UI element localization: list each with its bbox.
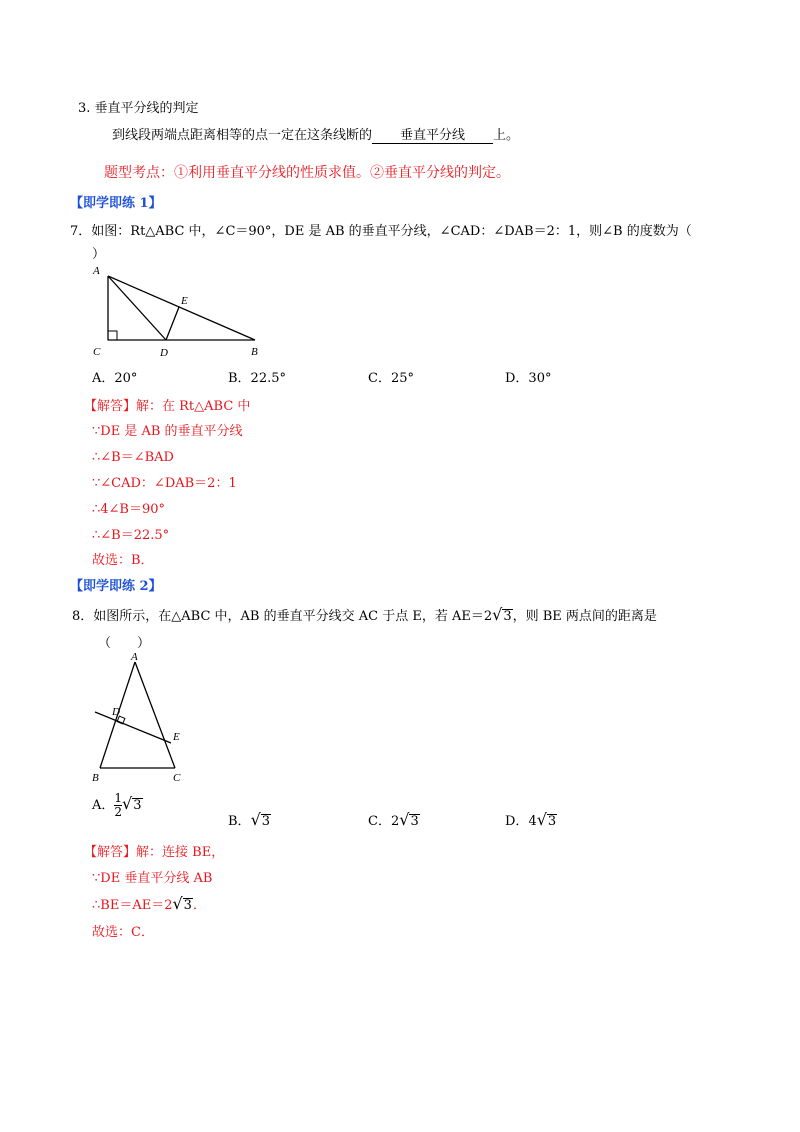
option-c-2: C．2√3 — [368, 810, 419, 829]
topic-note: 题型考点：①利用垂直平分线的性质求值。②垂直平分线的判定。 — [104, 165, 510, 181]
label-a: A — [131, 651, 138, 663]
option-label: C． — [368, 814, 391, 829]
denominator: 2 — [114, 805, 123, 819]
answer-text: 解：在 Rt△ABC 中 — [136, 399, 251, 414]
option-label: D． — [505, 814, 529, 829]
option-b-2: B．√3 — [228, 810, 271, 829]
practice-tag-1: 【即学即练 1】 — [70, 196, 162, 211]
answer2-line-1 — [84, 841, 224, 860]
answer-line-6: ∴∠B＝22.5° — [92, 528, 170, 543]
label-d: D — [160, 347, 168, 359]
triangle-figure-2 — [85, 650, 195, 785]
answer2-line-4: 故选：C． — [92, 925, 154, 940]
question-text: 如图所示，在△ABC 中，AB 的垂直平分线交 AC 于点 E，若 AE＝2 — [93, 609, 493, 624]
root: 3 — [547, 814, 557, 829]
root: 3 — [410, 814, 419, 829]
question-root: 3 — [503, 609, 512, 624]
statement-end: 上。 — [493, 128, 520, 143]
label-e: E — [173, 731, 180, 743]
answer2-line-2: ∵DE 垂直平分线 AB — [92, 871, 213, 886]
section-statement — [112, 124, 519, 144]
option-a: A．20° — [92, 371, 138, 386]
answer-line-5: ∴4∠B＝90° — [92, 502, 166, 517]
root: 3 — [261, 814, 271, 829]
option-label: B． — [228, 814, 251, 829]
answer2-line-3: ∴BE＝AE＝2√3． — [92, 894, 206, 913]
answer-line-1 — [84, 395, 250, 414]
answer-end: ． — [192, 898, 206, 913]
statement-text: 到线段两端点距离相等的点一定在这条线断的 — [112, 128, 373, 143]
answer-line-2: ∵DE 是 AB 的垂直平分线 — [92, 424, 243, 439]
option-d-2: D．4√3 — [505, 810, 557, 829]
practice-tag-2: 【即学即练 2】 — [70, 579, 162, 594]
answer-line-4: ∵∠CAD：∠DAB＝2：1 — [92, 476, 237, 491]
answer-tag: 【解答】 — [84, 845, 137, 860]
option-label: A． — [92, 798, 115, 813]
question-7-cont: ） — [92, 247, 106, 262]
answer-line-3: ∴∠B＝∠BAD — [92, 450, 174, 465]
label-c: C — [93, 346, 101, 358]
answer-line-7: 故选：B． — [92, 553, 154, 568]
label-b: B — [92, 772, 99, 784]
option-d: D．30° — [505, 371, 552, 386]
question-number: 8． — [72, 609, 94, 624]
label-a: A — [93, 265, 100, 277]
label-d: D — [112, 706, 120, 718]
option-b: B．22.5° — [228, 371, 286, 386]
label-b: B — [251, 346, 258, 358]
question-number: 7． — [70, 224, 92, 239]
answer-blank: 垂直平分线 — [372, 124, 493, 144]
answer-root: 3 — [183, 898, 192, 913]
option-a-2: A． $\frac{1}{2}$ √3 — [92, 791, 142, 819]
question-8: 8．如图所示，在△ABC 中，AB 的垂直平分线交 AC 于点 E，若 AE＝2√3，则 BE 两点间的距离是 — [72, 605, 657, 624]
answer-text: ∴BE＝AE＝2 — [92, 898, 173, 913]
coefficient: 2 — [390, 814, 400, 829]
answer-tag: 【解答】 — [84, 399, 137, 414]
fraction — [114, 792, 122, 819]
question-text-end: ，则 BE 两点间的距离是 — [512, 609, 657, 624]
option-c: C．25° — [368, 371, 414, 386]
label-e: E — [181, 295, 188, 307]
coefficient: 4 — [528, 814, 537, 829]
section-heading: 3. 垂直平分线的判定 — [78, 101, 199, 116]
root: 3 — [133, 798, 142, 813]
question-8-cont: （ ） — [98, 636, 151, 651]
question-7 — [70, 220, 692, 239]
numerator: 1 — [114, 791, 123, 805]
label-c: C — [173, 772, 181, 784]
triangle-figure-1 — [85, 262, 275, 362]
question-text: 如图：Rt△ABC 中，∠C＝90°，DE 是 AB 的垂直平分线，∠CAD：∠DAB＝2：1，则∠B 的度数为（ — [91, 224, 692, 239]
answer-text: 解：连接 BE， — [136, 845, 225, 860]
